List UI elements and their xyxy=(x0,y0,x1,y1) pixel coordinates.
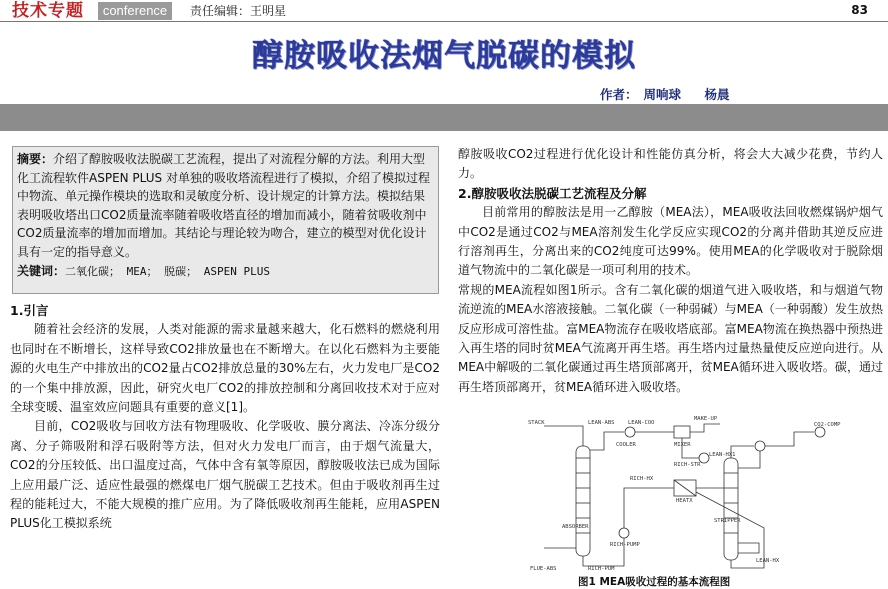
editor-credit: 责任编辑：王明星 xyxy=(190,4,287,18)
label-absorber: ABSORBER xyxy=(562,524,589,530)
title-band xyxy=(0,104,888,131)
section-2-paragraph-2: 常规的MEA流程如图1所示。含有二氧化碳的烟道气进入吸收塔，和与烟道气物流逆流的MEA水溶液接触。二氧化碳（一种弱碱）与MEA（一种弱酸）发生放热反应形成可溶性盐。富MEA物流存在吸收塔底部。富MEA物流在换热器中预热进入再生塔的同时贫MEA气流离开再生塔。再生塔内过量热量使反应逆向进行。从MEA中解吸的二氧化碳通过再生塔顶部离开，贫MEA循环进入吸收塔。碳，通过再生塔顶部离开，贫MEA循环进入吸收塔。 xyxy=(458,282,883,394)
label-rich-hx: RICH-HX xyxy=(630,476,654,482)
author-2: 杨晨 xyxy=(704,87,730,102)
brand-subtitle: conference xyxy=(98,2,172,20)
keywords-text: 二氧化碳； MEA； 脱碳； ASPEN PLUS xyxy=(65,264,270,278)
section-1-paragraph-1: 随着社会经济的发展，人类对能源的需求量越来越大，化石燃料的燃烧利用也同时在不断增长，这样导致CO2排放量也在不断增大。在以化石燃料为主要能源的火电生产中排放出的CO2量占CO2排放总量的30%左右，火力发电厂是CO2的一个集中排放源，因此，研究火电厂CO2的排放控制和分离回收技术对于应对全球变暖、温室效应问题具有重要的意义[1]。 xyxy=(10,322,440,415)
section-2-paragraph-1: 目前常用的醇胺法是用一乙醇胺（MEA法），MEA吸收法回收燃煤锅炉烟气中CO2是通过CO2与MEA溶剂发生化学反应实现CO2的分离并借助其逆反应进行溶剂再生，分离出来的CO2纯度可达99%。使用MEA的化学吸收对于脱除烟道气物流中的二氧化碳是一项可利用的技术。 xyxy=(458,205,883,278)
label-lean-cool: LEAN-COO xyxy=(628,420,655,426)
label-rich-str: RICH-STR xyxy=(674,462,701,468)
abstract-label: 摘要： xyxy=(17,152,54,166)
abstract-box xyxy=(12,146,439,294)
article-title: 醇胺吸收法烟气脱碳的模拟 xyxy=(252,38,636,74)
label-heatx: HEATX xyxy=(676,498,693,504)
label-stripper: STRIPPER xyxy=(714,518,741,524)
page-number: 83 xyxy=(851,3,868,17)
cooler-symbol xyxy=(625,427,635,437)
author-1: 周响球 xyxy=(643,87,682,102)
brand-title: 技术专题 xyxy=(12,1,84,21)
article-authors xyxy=(600,85,735,103)
abstract-text: 介绍了醇胺吸收法脱碳工艺流程，提出了对流程分解的方法。利用大型化工流程软件ASPEN PLUS 对单独的吸收塔流程进行了模拟，介绍了模拟过程中物流、单元操作模块的选取和灵敏度分析、设计规定的计算方法。模拟结果表明吸收塔出口CO2质量流率随着吸收塔直径的增加而减小，随着贫吸收剂中CO2质量流率的增加而增加。其结论与理论较为吻合，建立的模型对优化设计具有一定的指导意义。 xyxy=(17,152,430,259)
label-lean-hx: LEAN-HX xyxy=(756,558,780,564)
label-rich-pump: RICH-PUMP xyxy=(610,542,640,548)
rich-pump-symbol xyxy=(619,528,629,538)
flow-diagram xyxy=(524,418,864,580)
label-flue-abs: FLUE-ABS xyxy=(530,566,557,572)
label-co2-comp: CO2-COMP xyxy=(814,422,841,428)
label-lean-abs: LEAN-ABS xyxy=(588,420,615,426)
label-lean-hx1: LEAN-HX1 xyxy=(709,452,736,458)
authors-label: 作者： xyxy=(600,87,638,102)
process-flow-figure xyxy=(524,418,864,580)
header-divider xyxy=(0,21,888,22)
page-header xyxy=(0,0,888,22)
section-1-continuation: 醇胺吸收CO2过程进行优化设计和性能仿真分析，将会大大减少花费，节约人力。 xyxy=(458,147,883,181)
label-stack: STACK xyxy=(528,420,545,426)
figure-caption: 图1 MEA吸收过程的基本流程图 xyxy=(578,576,731,588)
label-cooler: COOLER xyxy=(616,442,636,448)
right-column xyxy=(458,145,883,397)
keywords-label: 关键词： xyxy=(17,263,66,278)
left-column xyxy=(10,301,440,534)
section-2-heading: 2.醇胺吸收法脱碳工艺流程及分解 xyxy=(458,185,647,201)
label-mixer: MIXER xyxy=(674,442,691,448)
section-1-heading: 1.引言 xyxy=(10,303,49,318)
section-1-paragraph-2: 目前，CO2吸收与回收方法有物理吸收、化学吸收、膜分离法、冷冻分级分离、分子筛吸附和浮石吸附等方法，但对火力发电厂而言，由于烟气流量大，CO2的分压较低、出口温度过高，气体中含有氧等原因，醇胺吸收法已成为国际上应用最广泛、适应性最强的燃煤电厂烟气脱碳工艺技术。但由于吸收剂再生过程的能耗过大，不能大规模的推广应用。为了降低吸收剂再生能耗，应用ASPEN PLUS化工模拟系统 xyxy=(10,419,440,531)
label-make-up: MAKE-UP xyxy=(694,416,718,422)
mixer-symbol xyxy=(674,426,690,438)
absorber-column xyxy=(576,446,590,556)
label-rich-pum: RICH-PUM xyxy=(588,566,615,572)
